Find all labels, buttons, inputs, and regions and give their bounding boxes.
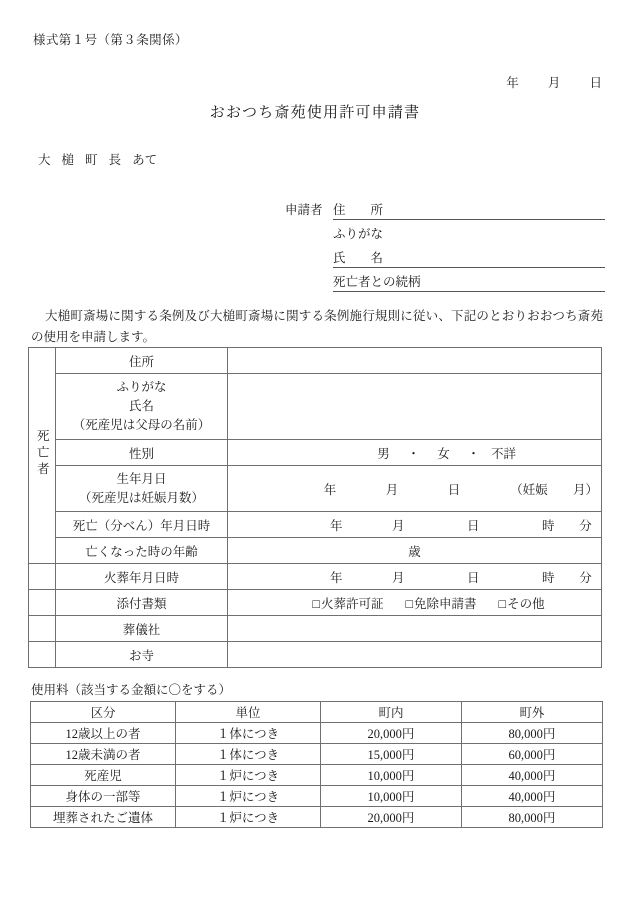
addressee-char-3: 町 (85, 153, 98, 167)
birth-year-unit: 年 (323, 482, 337, 497)
applicant-furigana-row (285, 220, 605, 244)
fee-table-caption: 使用料（該当する金額に〇をする） (31, 683, 232, 697)
fee-row-in-town[interactable]: 20,000円 (321, 723, 462, 744)
row-value-temple[interactable] (228, 642, 602, 668)
fee-table (30, 701, 603, 828)
birth-month-unit: 月 (385, 482, 399, 497)
row-mark-documents (29, 590, 56, 616)
fee-row-out-of-town[interactable]: 40,000円 (462, 765, 603, 786)
sex-option-unknown[interactable]: 不詳 (490, 446, 516, 461)
table-row (29, 512, 602, 538)
row-value-cremation-datetime[interactable] (228, 564, 602, 590)
death-minute-unit: 分 (579, 518, 592, 533)
death-hour-unit: 時 (541, 518, 555, 533)
row-label-cremation-datetime: 火葬年月日時 (56, 564, 228, 590)
fee-row-unit: １炉につき (176, 765, 321, 786)
applicant-address-label: 住 所 (333, 200, 411, 220)
row-label-name-line1: ふりがな (116, 380, 167, 394)
table-row (29, 348, 602, 374)
row-label-death-datetime: 死亡（分べん）年月日時 (56, 512, 228, 538)
cremation-year-unit: 年 (329, 570, 343, 585)
fee-row-category: 死産児 (31, 765, 176, 786)
page-title: おおつち斎苑使用許可申請書 (209, 105, 421, 121)
row-value-age-at-death[interactable] (228, 538, 602, 564)
table-row (31, 765, 603, 786)
fee-column-in-town: 町内 (321, 702, 462, 723)
checkbox-icon: □ (312, 596, 320, 611)
table-row (29, 538, 602, 564)
table-row (29, 440, 602, 466)
row-value-death-datetime[interactable] (228, 512, 602, 538)
fee-column-category: 区分 (31, 702, 176, 723)
row-mark-cremation (29, 564, 56, 590)
addressee-char-2: 槌 (61, 153, 75, 167)
checkbox-icon: □ (405, 596, 414, 611)
cremation-month-unit: 月 (391, 570, 405, 585)
fee-row-category: 12歳以上の者 (31, 723, 176, 744)
fee-row-out-of-town[interactable]: 40,000円 (462, 786, 603, 807)
birth-day-unit: 日 (447, 482, 461, 497)
row-label-birthdate-line1: 生年月日 (116, 471, 167, 486)
row-label-address: 住所 (56, 348, 228, 374)
table-row (29, 374, 602, 440)
applicant-name-input[interactable] (411, 266, 605, 268)
sex-option-male[interactable]: 男 (377, 446, 390, 461)
applicant-name-row (285, 244, 605, 268)
cremation-minute-unit: 分 (579, 570, 592, 585)
issue-date-line (506, 73, 602, 91)
row-value-address[interactable] (228, 348, 602, 374)
addressee-char-1: 大 (38, 153, 51, 167)
cremation-hour-unit: 時 (541, 570, 555, 585)
table-row (29, 642, 602, 668)
applicant-block (285, 196, 605, 292)
fee-row-category: 12歳未満の者 (31, 744, 176, 765)
row-label-age-at-death: 亡くなった時の年齢 (56, 538, 228, 564)
row-label-name (56, 374, 228, 440)
table-row (31, 786, 603, 807)
fee-table-header-row (31, 702, 603, 723)
applicant-name-label: 氏 名 (333, 248, 411, 268)
row-value-documents (228, 590, 602, 616)
applicant-tag: 申請者 (285, 203, 323, 217)
sex-separator-1: ・ (407, 446, 420, 461)
table-row (29, 564, 602, 590)
pregnancy-unit: 月） (572, 482, 598, 497)
table-row (29, 616, 602, 642)
sex-option-female[interactable]: 女 (437, 446, 450, 461)
row-label-temple: お寺 (56, 642, 228, 668)
death-month-unit: 月 (391, 518, 405, 533)
table-row (31, 744, 603, 765)
checkbox-exemption-application[interactable] (405, 594, 476, 612)
death-day-unit: 日 (466, 518, 480, 533)
row-label-sex: 性別 (56, 440, 228, 466)
pregnancy-label: （妊娠 (510, 482, 548, 497)
fee-row-in-town[interactable]: 10,000円 (321, 765, 462, 786)
table-row (31, 723, 603, 744)
fee-column-unit: 単位 (176, 702, 321, 723)
deceased-group-label-cell (29, 348, 56, 564)
applicant-relation-label: 死亡者との続柄 (333, 272, 411, 292)
fee-row-out-of-town[interactable]: 60,000円 (462, 744, 603, 765)
table-row (29, 466, 602, 512)
fee-row-unit: １体につき (176, 744, 321, 765)
row-mark-temple (29, 642, 56, 668)
applicant-address-input[interactable] (411, 218, 605, 220)
fee-row-unit: １炉につき (176, 807, 321, 828)
applicant-furigana-input[interactable] (411, 243, 605, 244)
fee-row-unit: １体につき (176, 723, 321, 744)
addressee-char-4: 長 (108, 153, 122, 167)
applicant-relation-row (285, 268, 605, 292)
row-value-birthdate[interactable] (228, 466, 602, 512)
checkbox-other[interactable] (499, 594, 545, 612)
row-label-documents: 添付書類 (56, 590, 228, 616)
fee-row-out-of-town[interactable]: 80,000円 (462, 807, 603, 828)
fee-row-out-of-town[interactable]: 80,000円 (462, 723, 603, 744)
table-row (31, 807, 603, 828)
fee-row-category: 埋葬されたご遺体 (31, 807, 176, 828)
deceased-info-table (28, 347, 602, 668)
fee-row-category: 身体の一部等 (31, 786, 176, 807)
fee-column-out-of-town: 町外 (462, 702, 603, 723)
checkbox-icon: □ (498, 596, 507, 611)
row-value-funeral-company[interactable] (228, 616, 602, 642)
row-value-sex[interactable] (228, 440, 602, 466)
row-label-funeral-company: 葬儀社 (56, 616, 228, 642)
row-label-birthdate (56, 466, 228, 512)
date-day-label: 日 (589, 76, 602, 90)
row-value-name[interactable] (228, 374, 602, 440)
deceased-group-label: 死亡者 (35, 428, 50, 479)
date-year-label: 年 (506, 76, 519, 90)
fee-row-unit: １炉につき (176, 786, 321, 807)
intro-paragraph: 大槌町斎場に関する条例及び大槌町斎場に関する条例施行規則に従い、下記のとおりおおつち斎苑の使用を申請します。 (31, 309, 603, 344)
row-label-name-line3: （死産児は父母の名前） (72, 418, 211, 432)
applicant-furigana-label: ふりがな (333, 227, 384, 241)
table-row (29, 590, 602, 616)
addressee (38, 150, 157, 168)
applicant-tag-spacer-2 (285, 266, 333, 268)
addressee-suffix: あて (132, 153, 158, 167)
row-label-name-line2: 氏名 (128, 399, 154, 413)
checkbox-cremation-permit-label: 火葬許可証 (320, 596, 384, 611)
fee-row-in-town[interactable]: 10,000円 (321, 786, 462, 807)
applicant-tag-spacer (285, 242, 333, 244)
fee-row-in-town[interactable]: 20,000円 (321, 807, 462, 828)
checkbox-other-label: その他 (507, 596, 545, 611)
applicant-address-row (285, 196, 605, 220)
row-label-birthdate-line2: （死産児は妊娠月数） (78, 490, 204, 505)
applicant-relation-input[interactable] (411, 290, 605, 292)
death-year-unit: 年 (329, 518, 343, 533)
date-month-label: 月 (547, 76, 561, 90)
sex-separator-2: ・ (467, 446, 480, 461)
cremation-day-unit: 日 (466, 570, 480, 585)
applicant-tag-spacer-3 (285, 290, 333, 292)
fee-row-in-town[interactable]: 15,000円 (321, 744, 462, 765)
row-mark-funeral-company (29, 616, 56, 642)
checkbox-exemption-application-label: 免除申請書 (414, 596, 477, 611)
checkbox-cremation-permit[interactable] (312, 594, 383, 612)
age-unit: 歳 (408, 544, 421, 559)
form-number: 様式第１号（第３条関係） (33, 33, 188, 47)
